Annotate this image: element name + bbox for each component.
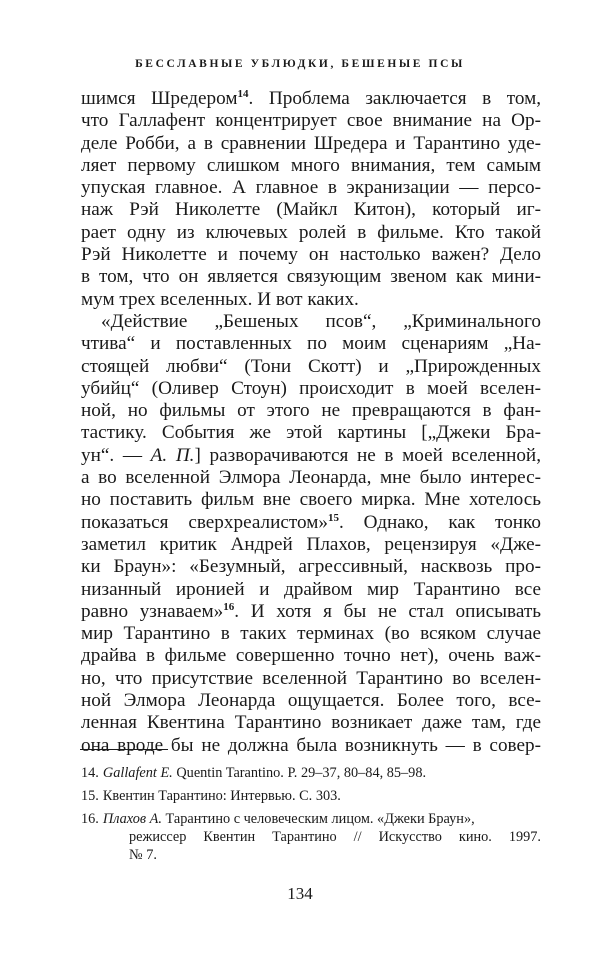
footnote-16	[81, 810, 541, 864]
footnote-ref-14[interactable]: 14	[237, 88, 249, 100]
page-number: 134	[287, 884, 313, 903]
body-line: что Галлафент концентрирует свое внимание на Ор-	[81, 110, 541, 132]
body-line: но, что присутствие вселенной Тарантино во вселен-	[81, 667, 541, 689]
running-head: БЕССЛАВНЫЕ УБЛЮДКИ, БЕШЕНЫЕ ПСЫ	[135, 58, 465, 70]
body-line: низанный иронией и драйвом мир Тарантино все	[81, 578, 541, 600]
footnote-divider	[80, 749, 168, 750]
body-line: мир Тарантино в таких терминах (во всяком случае	[81, 623, 541, 645]
body-line: но поставить фильм вне своего мирка. Мне хотелось	[81, 489, 541, 511]
footnote-number: 16.	[81, 811, 99, 827]
body-line: чтива“ и поставленных по моим сценариям „На-	[81, 333, 541, 355]
body-line: она вроде бы не должна была возникнуть — в совер-	[81, 734, 541, 756]
body-line: ной, но фильмы от этого не превращаются в фан-	[81, 400, 541, 422]
body-line: равно узнаваем»$^{16}$. И хотя я бы не стал описывать	[81, 600, 541, 622]
footnote-author: Плахов А.	[102, 811, 162, 827]
footnote-14	[81, 764, 541, 782]
body-line: показаться сверхреалистом»$^{15}$. Однако, как тонко	[81, 511, 541, 533]
body-line: шимся Шредером$^{14}$. Проблема заключается в том,	[81, 88, 542, 109]
footnotes	[81, 764, 541, 869]
body-line: заметил критик Андрей Плахов, рецензируя «Дже-	[81, 533, 541, 555]
footnote-text: Quentin Tarantino. P. 29–37, 80–84, 85–98.	[172, 765, 427, 781]
footnote-text: Тарантино с человеческим лицом. «Джеки Браун»,	[161, 811, 475, 827]
body-line: ки Браун»: «Безумный, агрессивный, насквозь про-	[81, 556, 541, 578]
footnote-15	[81, 787, 541, 805]
body-line: стоящей любви“ (Тони Скотт) и „Прирожденных	[81, 355, 541, 377]
body-line: упуская главное. А главное в экранизации — персо-	[81, 177, 541, 199]
body-line: ленная Квентина Тарантино возникает даже там, где	[81, 712, 541, 734]
body-line: рает одну из ключевых ролей в фильме. Кто такой	[81, 221, 541, 243]
body-line: в том, что он является связующим звеном как мини-	[81, 266, 541, 288]
body-line-paragraph-start: «Действие „Бешеных псов“, „Криминального	[101, 310, 541, 332]
body-line: наж Рэй Николетте (Майкл Китон), который иг-	[81, 199, 541, 221]
body-line: а во вселенной Элмора Леонарда, мне было интерес-	[81, 467, 541, 489]
footnote-text: Квентин Тарантино: Интервью. С. 303.	[102, 788, 341, 804]
body-line: деле Робби, а в сравнении Шредера и Тарантино уде-	[81, 132, 541, 154]
body-line: драйва в фильме совершенно точно нет), очень важ-	[81, 645, 541, 667]
footnote-text-continued: № 7.	[129, 847, 157, 863]
body-line: ной Элмора Леонарда ощущается. Более того, все-	[81, 690, 541, 712]
body-line: Рэй Николетте и почему он настолько важен? Дело	[81, 244, 541, 266]
footnote-text-continued: режиссер Квентин Тарантино // Искусство кино. 1997.	[129, 829, 541, 845]
body-line: ляет первому слишком много внимания, тем самым	[81, 154, 541, 176]
footnote-number: 14.	[81, 765, 99, 781]
editor-initials: А. П.	[150, 444, 195, 466]
footnote-author: Gallafent E.	[102, 765, 173, 781]
body-line-paragraph-end: мум трех вселенных. И вот каких.	[81, 288, 359, 310]
footnote-ref-16[interactable]: 16	[223, 600, 235, 613]
body-line: ун“. — А. П.] разворачиваются не в моей вселенной,	[81, 444, 541, 466]
body-text	[81, 88, 541, 757]
body-line: тастику. События же этой картины [„Джеки Бра-	[81, 422, 541, 444]
body-line: убийц“ (Оливер Стоун) происходит в моей вселен-	[81, 377, 541, 399]
footnote-number: 15.	[81, 788, 99, 804]
footnote-ref-15[interactable]: 15	[327, 511, 339, 524]
